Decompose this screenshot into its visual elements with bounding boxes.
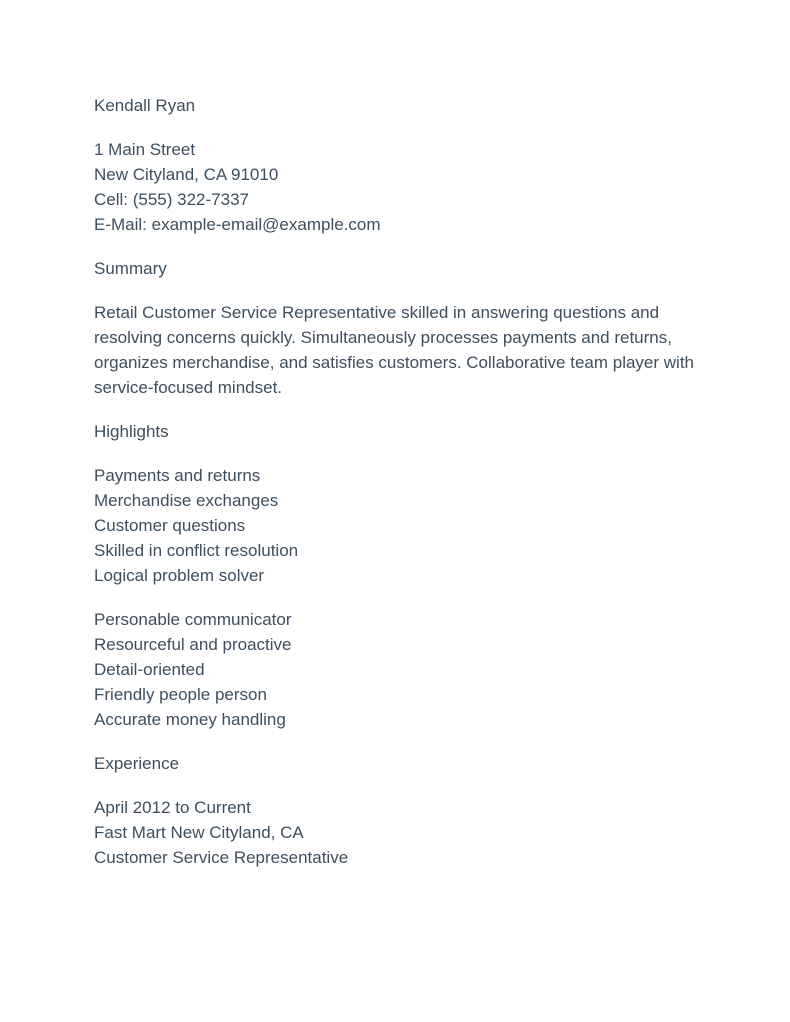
highlights-list-2 [94,607,710,732]
summary-paragraph: Retail Customer Service Representative skilled in answering questions and resolving concerns quickly. Simultaneously processes payments and returns, organizes merchandise, and satisfies customers. Collaborative team player with service-focused mindset. [94,303,694,397]
contact-phone: Cell: (555) 322-7337 [94,190,249,209]
highlight-item: Resourceful and proactive [94,635,292,654]
contact-address-line1: 1 Main Street [94,140,196,159]
highlight-item: Accurate money handling [94,710,286,729]
experience-heading-block [94,751,710,776]
highlight-item: Skilled in conflict resolution [94,541,299,560]
highlights-heading: Highlights [94,422,169,441]
resume-name-block [94,93,710,118]
highlight-item: Personable communicator [94,610,292,629]
contact-block [94,137,710,237]
highlight-item: Detail-oriented [94,660,205,679]
highlight-item: Payments and returns [94,466,261,485]
highlight-item: Logical problem solver [94,566,265,585]
highlights-heading-block [94,419,710,444]
experience-date-range: April 2012 to Current [94,798,251,817]
resume-name: Kendall Ryan [94,96,196,115]
experience-heading: Experience [94,754,180,773]
highlights-list-1 [94,463,710,588]
contact-address-line2: New Cityland, CA 91010 [94,165,279,184]
experience-entry [94,795,710,870]
summary-heading-block [94,256,710,281]
experience-job-title: Customer Service Representative [94,848,349,867]
summary-body-block [94,300,710,400]
highlight-item: Merchandise exchanges [94,491,279,510]
experience-employer: Fast Mart New Cityland, CA [94,823,304,842]
contact-email: E-Mail: example-email@example.com [94,215,381,234]
highlight-item: Friendly people person [94,685,267,704]
highlight-item: Customer questions [94,516,246,535]
summary-heading: Summary [94,259,167,278]
